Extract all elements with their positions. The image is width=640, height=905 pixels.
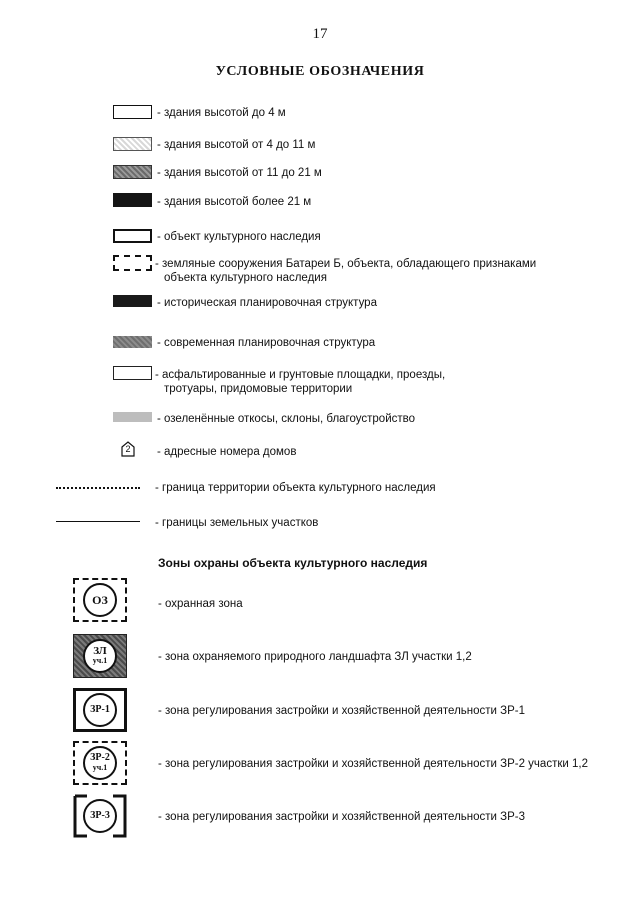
- legend-label-13: - границы земельных участков: [155, 517, 319, 529]
- zone-zr2-symbol: [73, 741, 127, 785]
- zone-oz-symbol: [73, 578, 127, 622]
- swatch-paved-areas: [113, 366, 152, 380]
- swatch-tallest-buildings: [113, 193, 152, 207]
- swatch-high-buildings: [113, 165, 152, 179]
- zone-label-zr2: - зона регулирования застройки и хозяйственной деятельности ЗР-2 участки 1,2: [158, 758, 588, 770]
- zone-zr1-code: ЗР-1: [90, 704, 110, 715]
- legend-label-10: - озеленённые откосы, склоны, благоустройство: [157, 413, 416, 425]
- zone-zl-symbol: [73, 634, 127, 678]
- zone-label-oz: - охранная зона: [158, 598, 243, 610]
- zone-zr1-badge: [83, 693, 117, 727]
- swatch-low-buildings: [113, 105, 152, 119]
- legend-label-5: - объект культурного наследия: [157, 231, 321, 243]
- heritage-territory-boundary-line: [56, 487, 140, 489]
- swatch-mid-buildings: [113, 137, 152, 151]
- zone-zl-badge: [83, 639, 117, 673]
- page-number: 17: [312, 26, 328, 42]
- legend-label-2: - здания высотой от 4 до 11 м: [157, 139, 316, 151]
- legend-label-7: - историческая планировочная структура: [157, 297, 377, 309]
- zone-zl-sub: уч.1: [92, 656, 108, 665]
- zone-oz-code: ОЗ: [92, 593, 108, 607]
- swatch-historic-structure: [113, 295, 152, 307]
- legend-label-9-cont: тротуары, придомовые территории: [164, 383, 353, 395]
- legend-label-4: - здания высотой более 21 м: [157, 196, 312, 208]
- swatch-green-slopes: [113, 412, 152, 422]
- legend-label-8: - современная планировочная структура: [157, 337, 376, 349]
- legend-label-6-cont: объекта культурного наследия: [164, 272, 327, 284]
- zone-label-zr3: - зона регулирования застройки и хозяйственной деятельности ЗР-3: [158, 811, 525, 823]
- legend-label-11: - адресные номера домов: [157, 446, 297, 458]
- zone-zl-code: ЗЛ: [93, 645, 107, 657]
- legend-label-12: - граница территории объекта культурного наследия: [155, 482, 436, 494]
- zone-label-zr1: - зона регулирования застройки и хозяйственной деятельности ЗР-1: [158, 705, 525, 717]
- zone-zr2-code: ЗР-2: [90, 752, 110, 763]
- zone-oz-badge: [83, 583, 117, 617]
- zone-zr3-symbol: [73, 794, 127, 838]
- swatch-house-number: [121, 441, 135, 457]
- legend-label-3: - здания высотой от 11 до 21 м: [157, 167, 322, 179]
- legend-label-6: - земляные сооружения Батареи Б, объекта, обладающего признаками: [155, 258, 537, 270]
- zone-zr2-sub: уч.1: [92, 763, 108, 772]
- zone-label-zl: - зона охраняемого природного ландшафта ЗЛ участки 1,2: [158, 651, 472, 663]
- swatch-heritage-object: [113, 229, 152, 243]
- legend-label-9: - асфальтированные и грунтовые площадки, проезды,: [155, 369, 446, 381]
- legend-label-1: - здания высотой до 4 м: [157, 107, 286, 119]
- zones-section-title: Зоны охраны объекта культурного наследия: [158, 556, 428, 570]
- house-number-text: 2: [125, 444, 131, 454]
- zone-zr1-symbol: [73, 688, 127, 732]
- swatch-modern-structure: [113, 336, 152, 348]
- zone-zr3-badge: [83, 799, 117, 833]
- page-title: УСЛОВНЫЕ ОБОЗНАЧЕНИЯ: [215, 64, 425, 79]
- zone-zr2-badge: [83, 746, 117, 780]
- zone-zr3-code: ЗР-3: [90, 810, 110, 821]
- swatch-earthworks: [113, 255, 152, 271]
- land-plot-boundary-line: [56, 521, 140, 522]
